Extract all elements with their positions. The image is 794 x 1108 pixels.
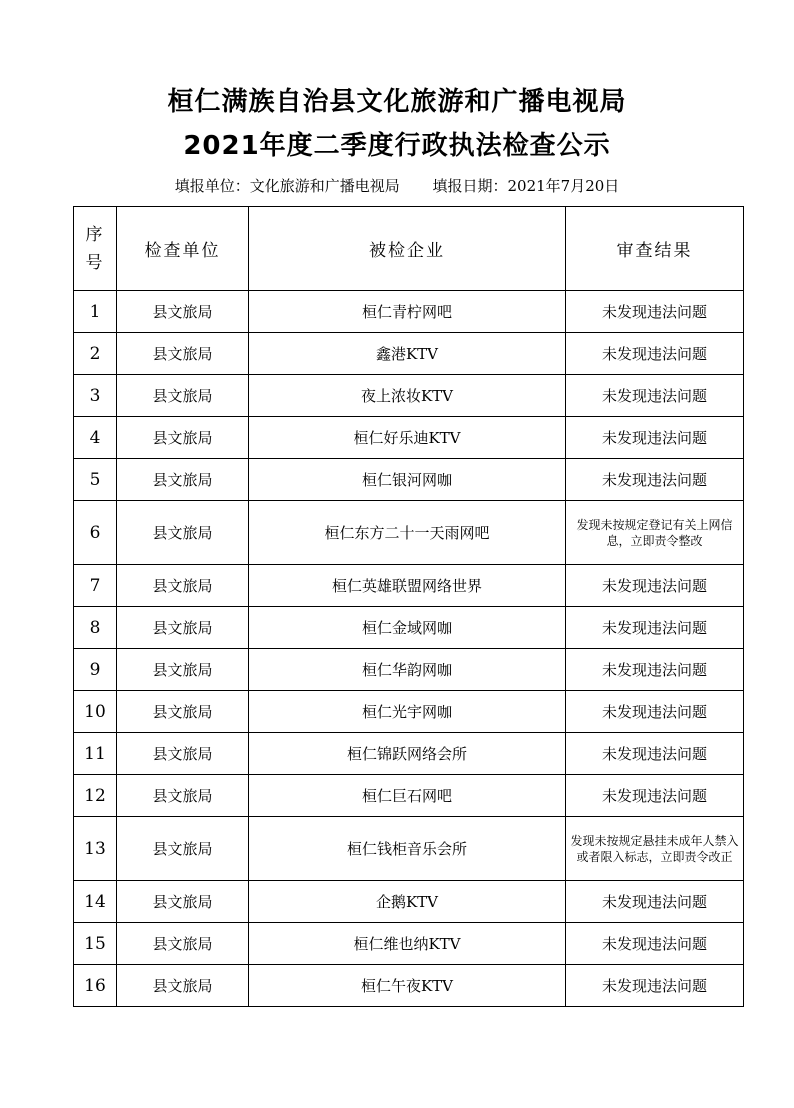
row-serial-number: 8 [74, 607, 117, 649]
row-result: 未发现违法问题 [566, 733, 744, 775]
row-enterprise: 桓仁钱柜音乐会所 [249, 817, 566, 881]
row-enterprise: 桓仁英雄联盟网络世界 [249, 565, 566, 607]
row-enterprise: 桓仁青柠网吧 [249, 291, 566, 333]
row-serial-number: 9 [74, 649, 117, 691]
row-enterprise: 桓仁东方二十一天雨网吧 [249, 501, 566, 565]
row-inspector: 县文旅局 [117, 417, 249, 459]
document-title-line1: 桓仁满族自治县文化旅游和广播电视局 [167, 87, 627, 117]
table-row [74, 417, 744, 459]
row-result: 未发现违法问题 [566, 417, 744, 459]
row-serial-number: 3 [74, 375, 117, 417]
table-row [74, 607, 744, 649]
row-enterprise: 夜上浓妆KTV [249, 375, 566, 417]
row-inspector: 县文旅局 [117, 775, 249, 817]
row-result: 发现未按规定悬挂未成年人禁入或者限入标志，立即责令改正 [566, 817, 744, 881]
table-row [74, 649, 744, 691]
table-row [74, 733, 744, 775]
row-result: 未发现违法问题 [566, 333, 744, 375]
row-result: 未发现违法问题 [566, 375, 744, 417]
table-row [74, 291, 744, 333]
row-result: 未发现违法问题 [566, 565, 744, 607]
row-inspector: 县文旅局 [117, 817, 249, 881]
table-row [74, 375, 744, 417]
row-enterprise: 桓仁午夜KTV [249, 965, 566, 1007]
header-enterprise: 被检企业 [249, 207, 566, 291]
row-serial-number: 4 [74, 417, 117, 459]
row-serial-number: 10 [74, 691, 117, 733]
header-serial-top: 序 [85, 224, 105, 245]
table-row [74, 565, 744, 607]
row-inspector: 县文旅局 [117, 965, 249, 1007]
table-row [74, 923, 744, 965]
filing-info [0, 176, 794, 196]
row-enterprise: 桓仁维也纳KTV [249, 923, 566, 965]
row-inspector: 县文旅局 [117, 565, 249, 607]
inspection-table [73, 206, 744, 1007]
row-inspector: 县文旅局 [117, 607, 249, 649]
row-inspector: 县文旅局 [117, 649, 249, 691]
row-inspector: 县文旅局 [117, 333, 249, 375]
row-serial-number: 11 [74, 733, 117, 775]
row-serial-number: 13 [74, 817, 117, 881]
row-enterprise: 桓仁华韵网咖 [249, 649, 566, 691]
row-serial-number: 6 [74, 501, 117, 565]
row-inspector: 县文旅局 [117, 733, 249, 775]
row-serial-number: 15 [74, 923, 117, 965]
row-result: 未发现违法问题 [566, 775, 744, 817]
row-result: 未发现违法问题 [566, 965, 744, 1007]
document-title-line2: 2021年度二季度行政执法检查公示 [183, 131, 611, 161]
table-row [74, 817, 744, 881]
row-enterprise: 桓仁光宇网咖 [249, 691, 566, 733]
table-row [74, 691, 744, 733]
row-serial-number: 1 [74, 291, 117, 333]
table-row [74, 965, 744, 1007]
row-result: 未发现违法问题 [566, 923, 744, 965]
row-serial-number: 14 [74, 881, 117, 923]
row-inspector: 县文旅局 [117, 501, 249, 565]
row-inspector: 县文旅局 [117, 291, 249, 333]
row-enterprise: 桓仁巨石网吧 [249, 775, 566, 817]
row-enterprise: 桓仁锦跃网络会所 [249, 733, 566, 775]
row-inspector: 县文旅局 [117, 459, 249, 501]
table-header-row [74, 207, 744, 291]
row-enterprise: 企鹅KTV [249, 881, 566, 923]
row-serial-number: 7 [74, 565, 117, 607]
header-serial-number [74, 207, 117, 291]
filing-unit: 填报单位：文化旅游和广播电视局 [174, 177, 400, 195]
table-row [74, 459, 744, 501]
table-body [74, 291, 744, 1007]
table-row [74, 775, 744, 817]
row-result: 未发现违法问题 [566, 649, 744, 691]
table-row [74, 881, 744, 923]
row-serial-number: 2 [74, 333, 117, 375]
row-inspector: 县文旅局 [117, 881, 249, 923]
row-serial-number: 5 [74, 459, 117, 501]
row-result: 未发现违法问题 [566, 607, 744, 649]
row-inspector: 县文旅局 [117, 375, 249, 417]
table-row [74, 333, 744, 375]
table-row [74, 501, 744, 565]
header-inspector: 检查单位 [117, 207, 249, 291]
row-serial-number: 12 [74, 775, 117, 817]
row-result: 未发现违法问题 [566, 459, 744, 501]
row-enterprise: 鑫港KTV [249, 333, 566, 375]
header-serial-bottom: 号 [85, 252, 105, 273]
row-enterprise: 桓仁好乐迪KTV [249, 417, 566, 459]
row-enterprise: 桓仁金域网咖 [249, 607, 566, 649]
row-serial-number: 16 [74, 965, 117, 1007]
row-enterprise: 桓仁银河网咖 [249, 459, 566, 501]
header-result: 审查结果 [566, 207, 744, 291]
row-inspector: 县文旅局 [117, 923, 249, 965]
row-result: 未发现违法问题 [566, 291, 744, 333]
row-result: 未发现违法问题 [566, 881, 744, 923]
row-inspector: 县文旅局 [117, 691, 249, 733]
row-result: 未发现违法问题 [566, 691, 744, 733]
row-result: 发现未按规定登记有关上网信息，立即责令整改 [566, 501, 744, 565]
filing-date: 填报日期：2021年7月20日 [432, 177, 620, 195]
